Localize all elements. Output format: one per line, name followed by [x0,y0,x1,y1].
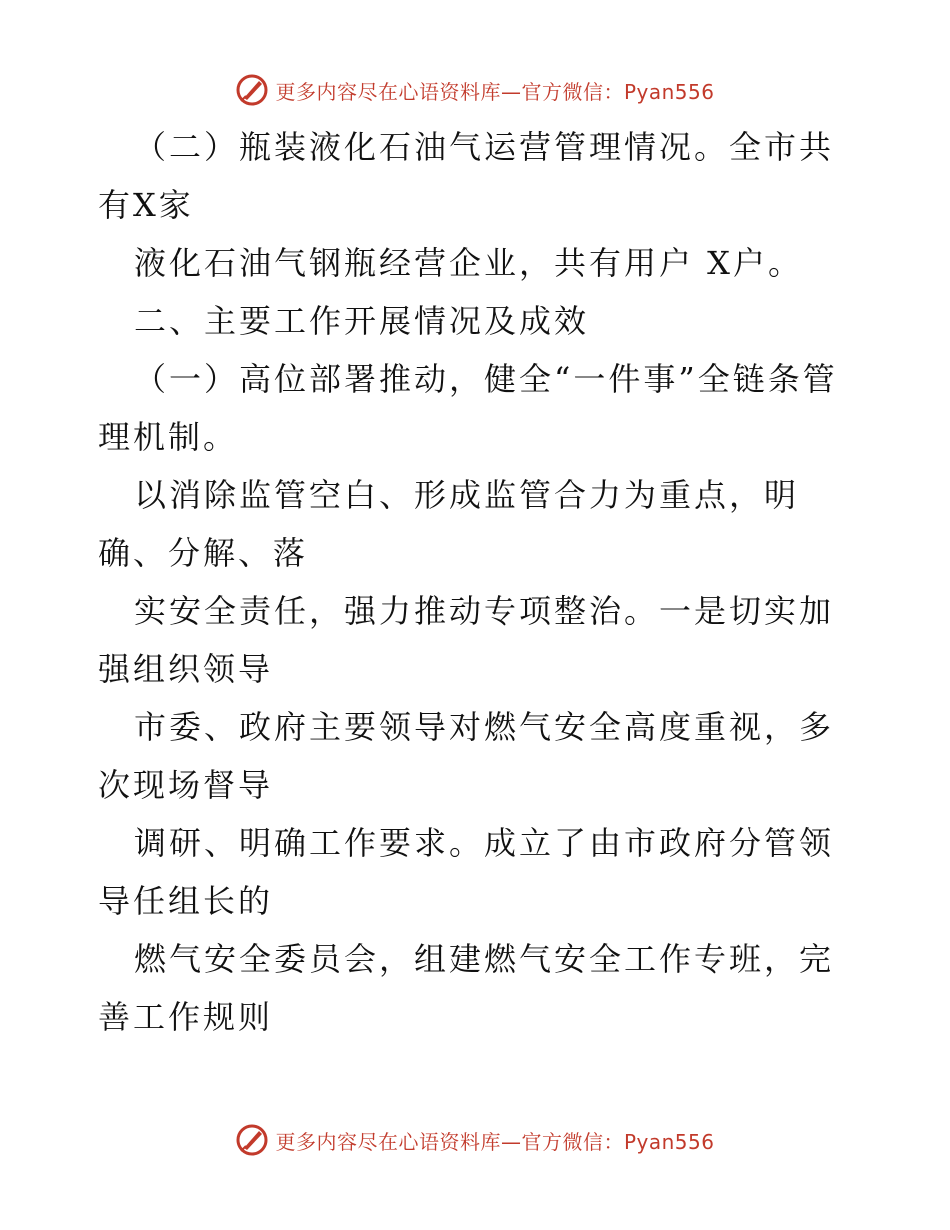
subsection-heading: （一）高位部署推动，健全“一件事”全链条管理机制。 [98,360,838,456]
paragraph: 实安全责任，强力推动专项整治。一是切实加强组织领导 [98,592,835,688]
header-banner-text: 更多内容尽在心语资料库—官方微信：Pyan556 [275,79,715,104]
paragraph: （二）瓶装液化石油气运营管理情况。全市共有X家 [98,128,835,224]
paragraph: 燃气安全委员会，组建燃气安全工作专班，完善工作规则 [98,940,835,1036]
document-body [98,118,858,1046]
section-heading: 二、主要工作开展情况及成效 [134,302,590,340]
header-banner [0,70,950,110]
quill-seal-icon [235,1123,269,1157]
footer-banner [0,1120,950,1160]
quill-seal-icon [235,73,269,107]
footer-banner-text: 更多内容尽在心语资料库—官方微信：Pyan556 [275,1129,715,1154]
paragraph: 以消除监管空白、形成监管合力为重点，明确、分解、落 [98,476,800,572]
paragraph: 调研、明确工作要求。成立了由市政府分管领导任组长的 [98,824,835,920]
paragraph: 市委、政府主要领导对燃气安全高度重视，多次现场督导 [98,708,835,804]
paragraph: 液化石油气钢瓶经营企业，共有用户 X户。 [134,244,803,282]
